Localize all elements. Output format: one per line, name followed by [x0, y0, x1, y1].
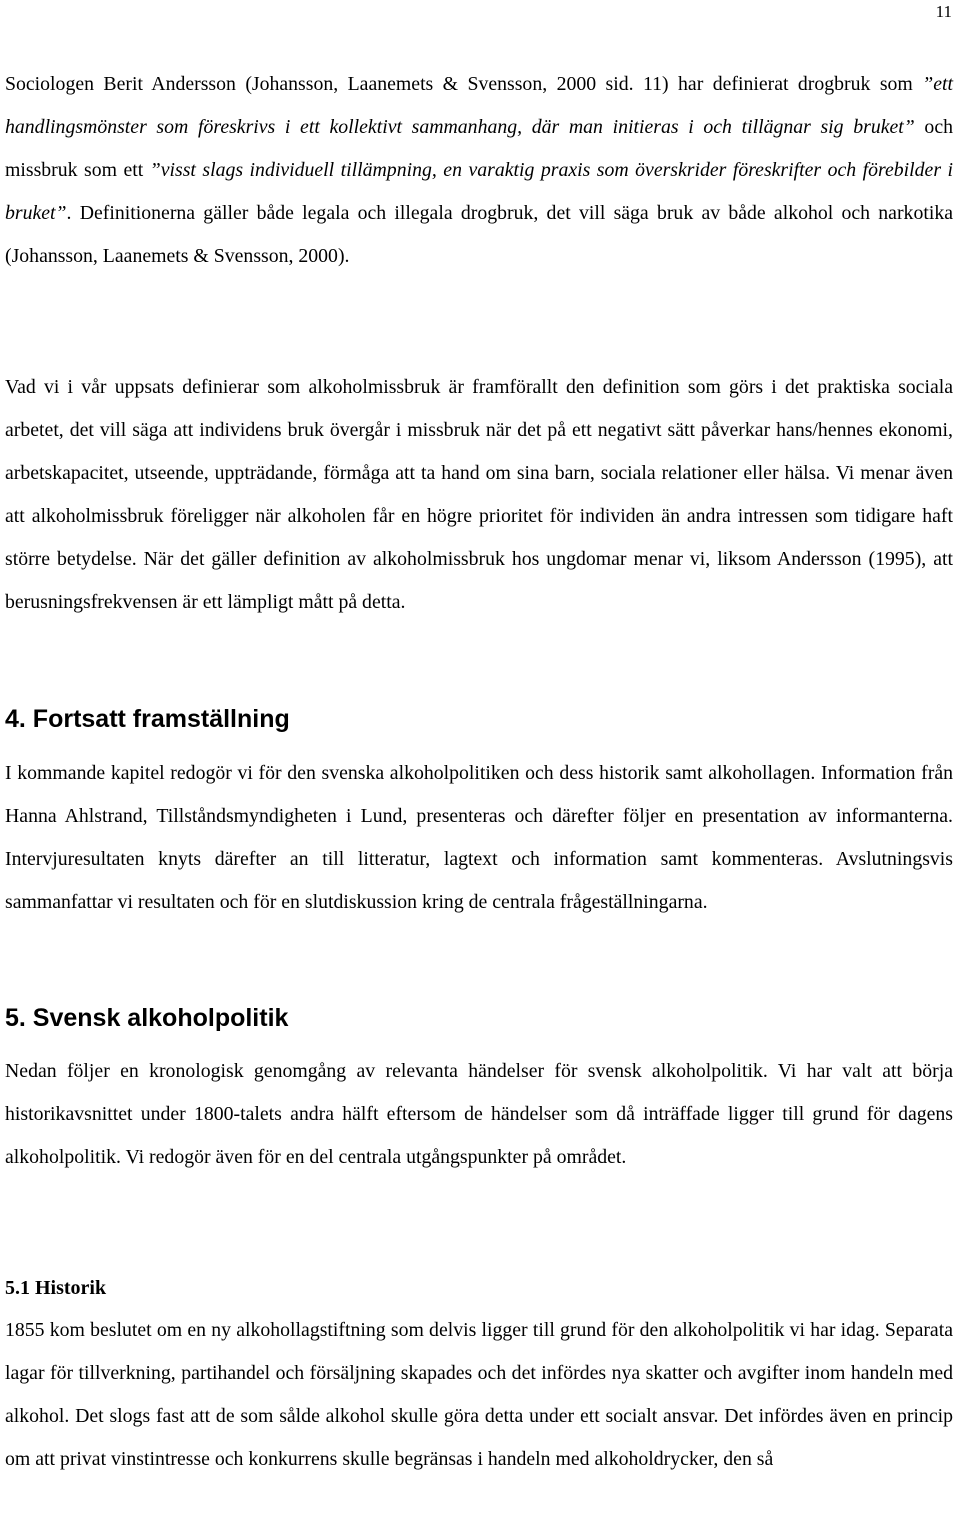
quote-missbruk-definition: ”visst slags individuell tillämpning, en varaktig praxis som överskrider föreskrifter och förebilder i bruket” [5, 159, 953, 224]
section-heading-4: 4. Fortsatt framställning [5, 705, 290, 733]
paragraph-definitions [5, 63, 953, 278]
paragraph-svensk-alkoholpolitik: Nedan följer en kronologisk genomgång av relevanta händelser för svensk alkoholpolitik. Vi har valt att börja historikavsnittet under 1800-talets andra hälft eftersom de händelser som då inträffade ligger till grund för dagens alkoholpolitik. Vi redogör även för en del centrala utgångspunkter på området. [5, 1060, 953, 1168]
paragraph-text: . Definitionerna gäller både legala och illegala drogbruk, det vill säga bruk av både alkohol och narkotika (Johansson, Laanemets & Svensson, 2000). [5, 202, 953, 267]
paragraph-historik: 1855 kom beslutet om en ny alkohollagstiftning som delvis ligger till grund för den alkoholpolitik vi har idag. Separata lagar för tillverkning, partihandel och försäljning skapades och det infördes nya skatter och avgifter inom handeln med alkohol. Det slogs fast att de som sålde alkohol skulle göra detta under ett socialt ansvar. Det infördes även en princip om att privat vinstintresse och konkurrens skulle begränsas i handeln med alkoholdrycker, den så [5, 1319, 953, 1470]
paragraph-alkoholmissbruk: Vad vi i vår uppsats definierar som alkoholmissbruk är framförallt den definition som görs i det praktiska sociala arbetet, det vill säga att individens bruk övergår i missbruk när det på ett negativt sätt påverkar hans/hennes ekonomi, arbetskapacitet, utseende, uppträdande, förmåga att ta hand om sina barn, sociala relationer eller hälsa. Vi menar även att alkoholmissbruk föreligger när alkoholen får en högre prioritet för individen än andra intressen som tidigare haft större betydelse. När det gäller definition av alkoholmissbruk hos ungdomar menar vi, liksom Andersson (1995), att berusningsfrekvensen är ett lämpligt mått på detta. [5, 376, 953, 613]
page-number: 11 [935, 2, 952, 21]
paragraph-text: och missbruk som ett [5, 116, 953, 181]
quote-drogbruk-definition: ”ett handlingsmönster som föreskrivs i ett kollektivt sammanhang, där man initieras i och tillägnar sig bruket” [5, 73, 953, 138]
paragraph-fortsatt-framstallning: I kommande kapitel redogör vi för den svenska alkoholpolitiken och dess historik samt alkohollagen. Information från Hanna Ahlstrand, Tillståndsmyndigheten i Lund, presenteras och därefter följer en presentation av informanterna. Intervjuresultaten knyts därefter an till litteratur, lagtext och information samt kommenteras. Avslutningsvis sammanfattar vi resultaten och för en slutdiskussion kring de centrala frågeställningarna. [5, 762, 953, 913]
paragraph-text: Sociologen Berit Andersson (Johansson, Laanemets & Svensson, 2000 sid. 11) har definierat drogbruk som [5, 73, 923, 95]
section-heading-5: 5. Svensk alkoholpolitik [5, 1004, 289, 1032]
subsection-heading-5-1: 5.1 Historik [5, 1277, 107, 1299]
